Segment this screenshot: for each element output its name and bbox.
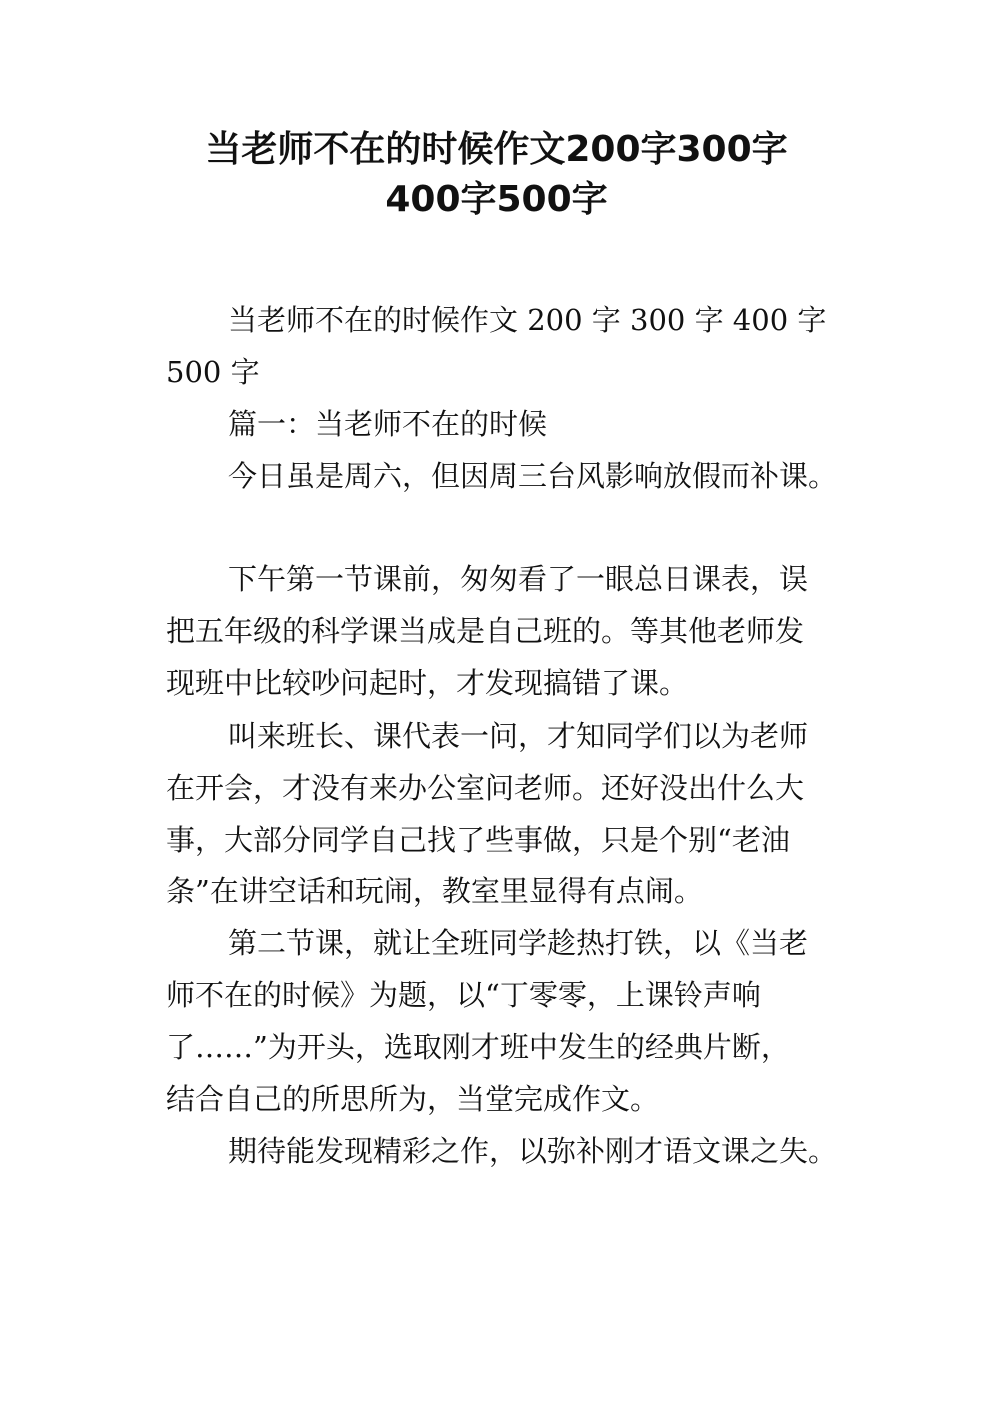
document-title-line-1: 当老师不在的时候作文200字300字 — [205, 129, 788, 170]
body-line: 期待能发现精彩之作，以弥补刚才语文课之失。 — [228, 1134, 838, 1168]
body-line: 在开会，才没有来办公室问老师。还好没出什么大 — [166, 771, 805, 805]
body-line: 事，大部分同学自己找了些事做，只是个别“老油 — [166, 823, 790, 857]
body-line: 师不在的时候》为题，以“丁零零，上课铃声响 — [166, 978, 761, 1012]
body-line: 篇一：当老师不在的时候 — [228, 407, 548, 441]
body-line: 现班中比较吵问起时，才发现搞错了课。 — [166, 666, 689, 700]
body-line: 500 字 — [166, 355, 260, 389]
body-line: 条”在讲空话和玩闹，教室里显得有点闹。 — [166, 874, 703, 908]
body-line: 第二节课，就让全班同学趁热打铁，以《当老 — [228, 926, 809, 960]
body-line: 结合自己的所思所为，当堂完成作文。 — [166, 1082, 660, 1116]
document-title-line-2: 400字500字 — [385, 179, 608, 220]
body-line: 当老师不在的时候作文 200 字 300 字 400 字 — [228, 303, 827, 337]
body-line: 下午第一节课前，匆匆看了一眼总日课表，误 — [228, 562, 809, 596]
body-line: 今日虽是周六，但因周三台风影响放假而补课。 — [228, 459, 838, 493]
body-line: 把五年级的科学课当成是自己班的。等其他老师发 — [166, 614, 805, 648]
body-line: 了……”为开头，选取刚才班中发生的经典片断， — [166, 1030, 790, 1064]
body-line: 叫来班长、课代表一问，才知同学们以为老师 — [228, 719, 809, 753]
